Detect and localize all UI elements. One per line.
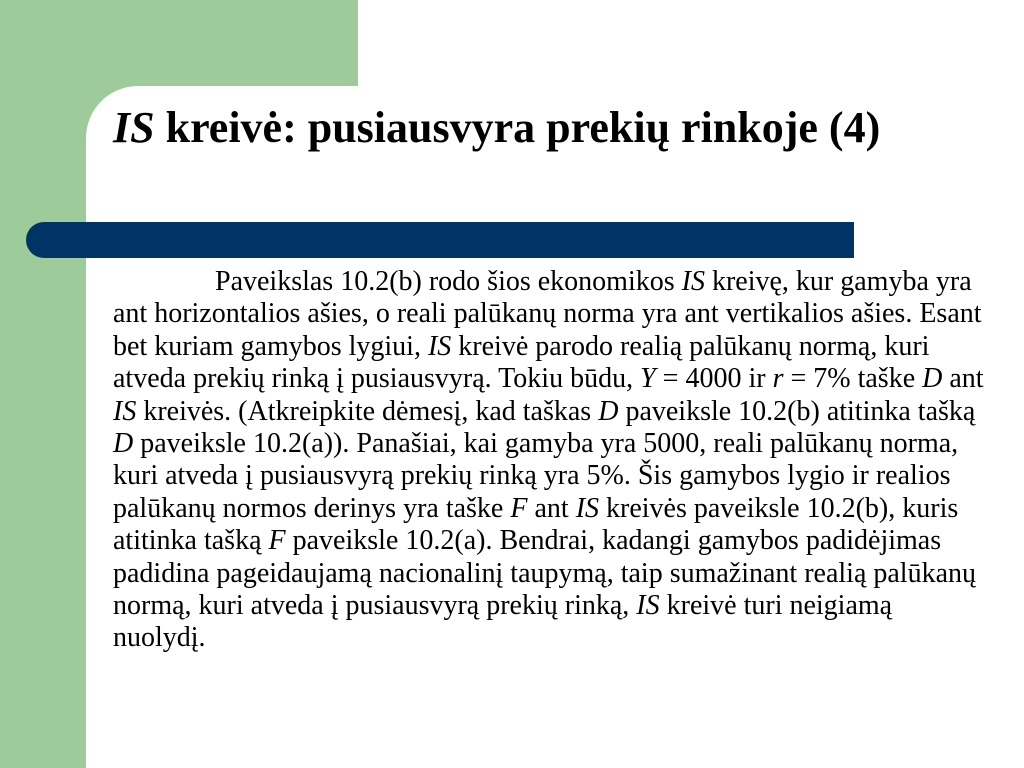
body-text-run: paveiksle 10.2(b) atitinka tašką — [618, 395, 976, 427]
body-text-run: Paveikslas 10.2(b) rodo šios ekonomikos — [215, 266, 682, 297]
body-text-run: paveiksle 10.2(a)). Panašiai, kai gamyba yra 5000, reali palūkanų norma, kuri atveda į pusiausvyrą prekių rinką yra 5%. Šis gamybos lygio ir realios palūkanų normos derinys yra taške — [113, 428, 959, 524]
slide-title — [113, 100, 993, 156]
body-italic-term: Y — [640, 363, 656, 395]
body-italic-term: F — [268, 525, 286, 557]
body-text-run: kreivės. (Atkreipkite dėmesį, kad taškas — [136, 395, 599, 427]
body-text-run: ant — [527, 492, 576, 524]
body-text-run: = 7% taške — [783, 363, 923, 395]
body-text-run: kreivės paveiksle 10.2(b), kuris atitinka tašką — [113, 492, 959, 557]
body-text-run: kreivė parodo realią palūkanų normą, kuri atveda prekių rinką į pusiausvyrą. Tokiu būdu, — [113, 330, 930, 395]
body-italic-term: r — [772, 363, 784, 395]
body-text-run: paveiksle 10.2(a). Bendrai, kadangi gamybos padidėjimas padidina pageidaujamą nacionalinį taupymą, taip sumažinant realią palūkanų normą, kuri atveda į pusiausvyrą prekių rinką, — [113, 525, 977, 622]
slide-title-rest: kreivė: pusiausvyra prekių rinkoje (4) — [154, 103, 881, 152]
body-italic-term: D — [922, 363, 943, 395]
body-text-run: ant — [942, 363, 984, 395]
body-italic-term: IS — [113, 395, 137, 427]
body-italic-term: D — [113, 428, 134, 460]
body-text-run: = 4000 ir — [655, 363, 773, 395]
body-text-run: kreivę, kur gamyba yra ant horizontalios ašies, o reali palūkanų norma yra ant vertikalios ašies. Esant bet kuriam gamybos lygiui, — [113, 266, 982, 362]
body-italic-term: IS — [681, 266, 705, 297]
title-divider-bar — [26, 222, 854, 258]
body-italic-term: F — [510, 492, 528, 524]
body-italic-term: D — [598, 395, 619, 427]
slide-body-paragraph — [113, 266, 985, 655]
body-italic-term: IS — [575, 492, 600, 524]
slide-title-italic: IS — [113, 103, 155, 152]
body-italic-term: IS — [427, 330, 452, 362]
body-italic-term: IS — [636, 590, 660, 622]
body-text-run: kreivė turi neigiamą nuolydį. — [113, 590, 893, 654]
